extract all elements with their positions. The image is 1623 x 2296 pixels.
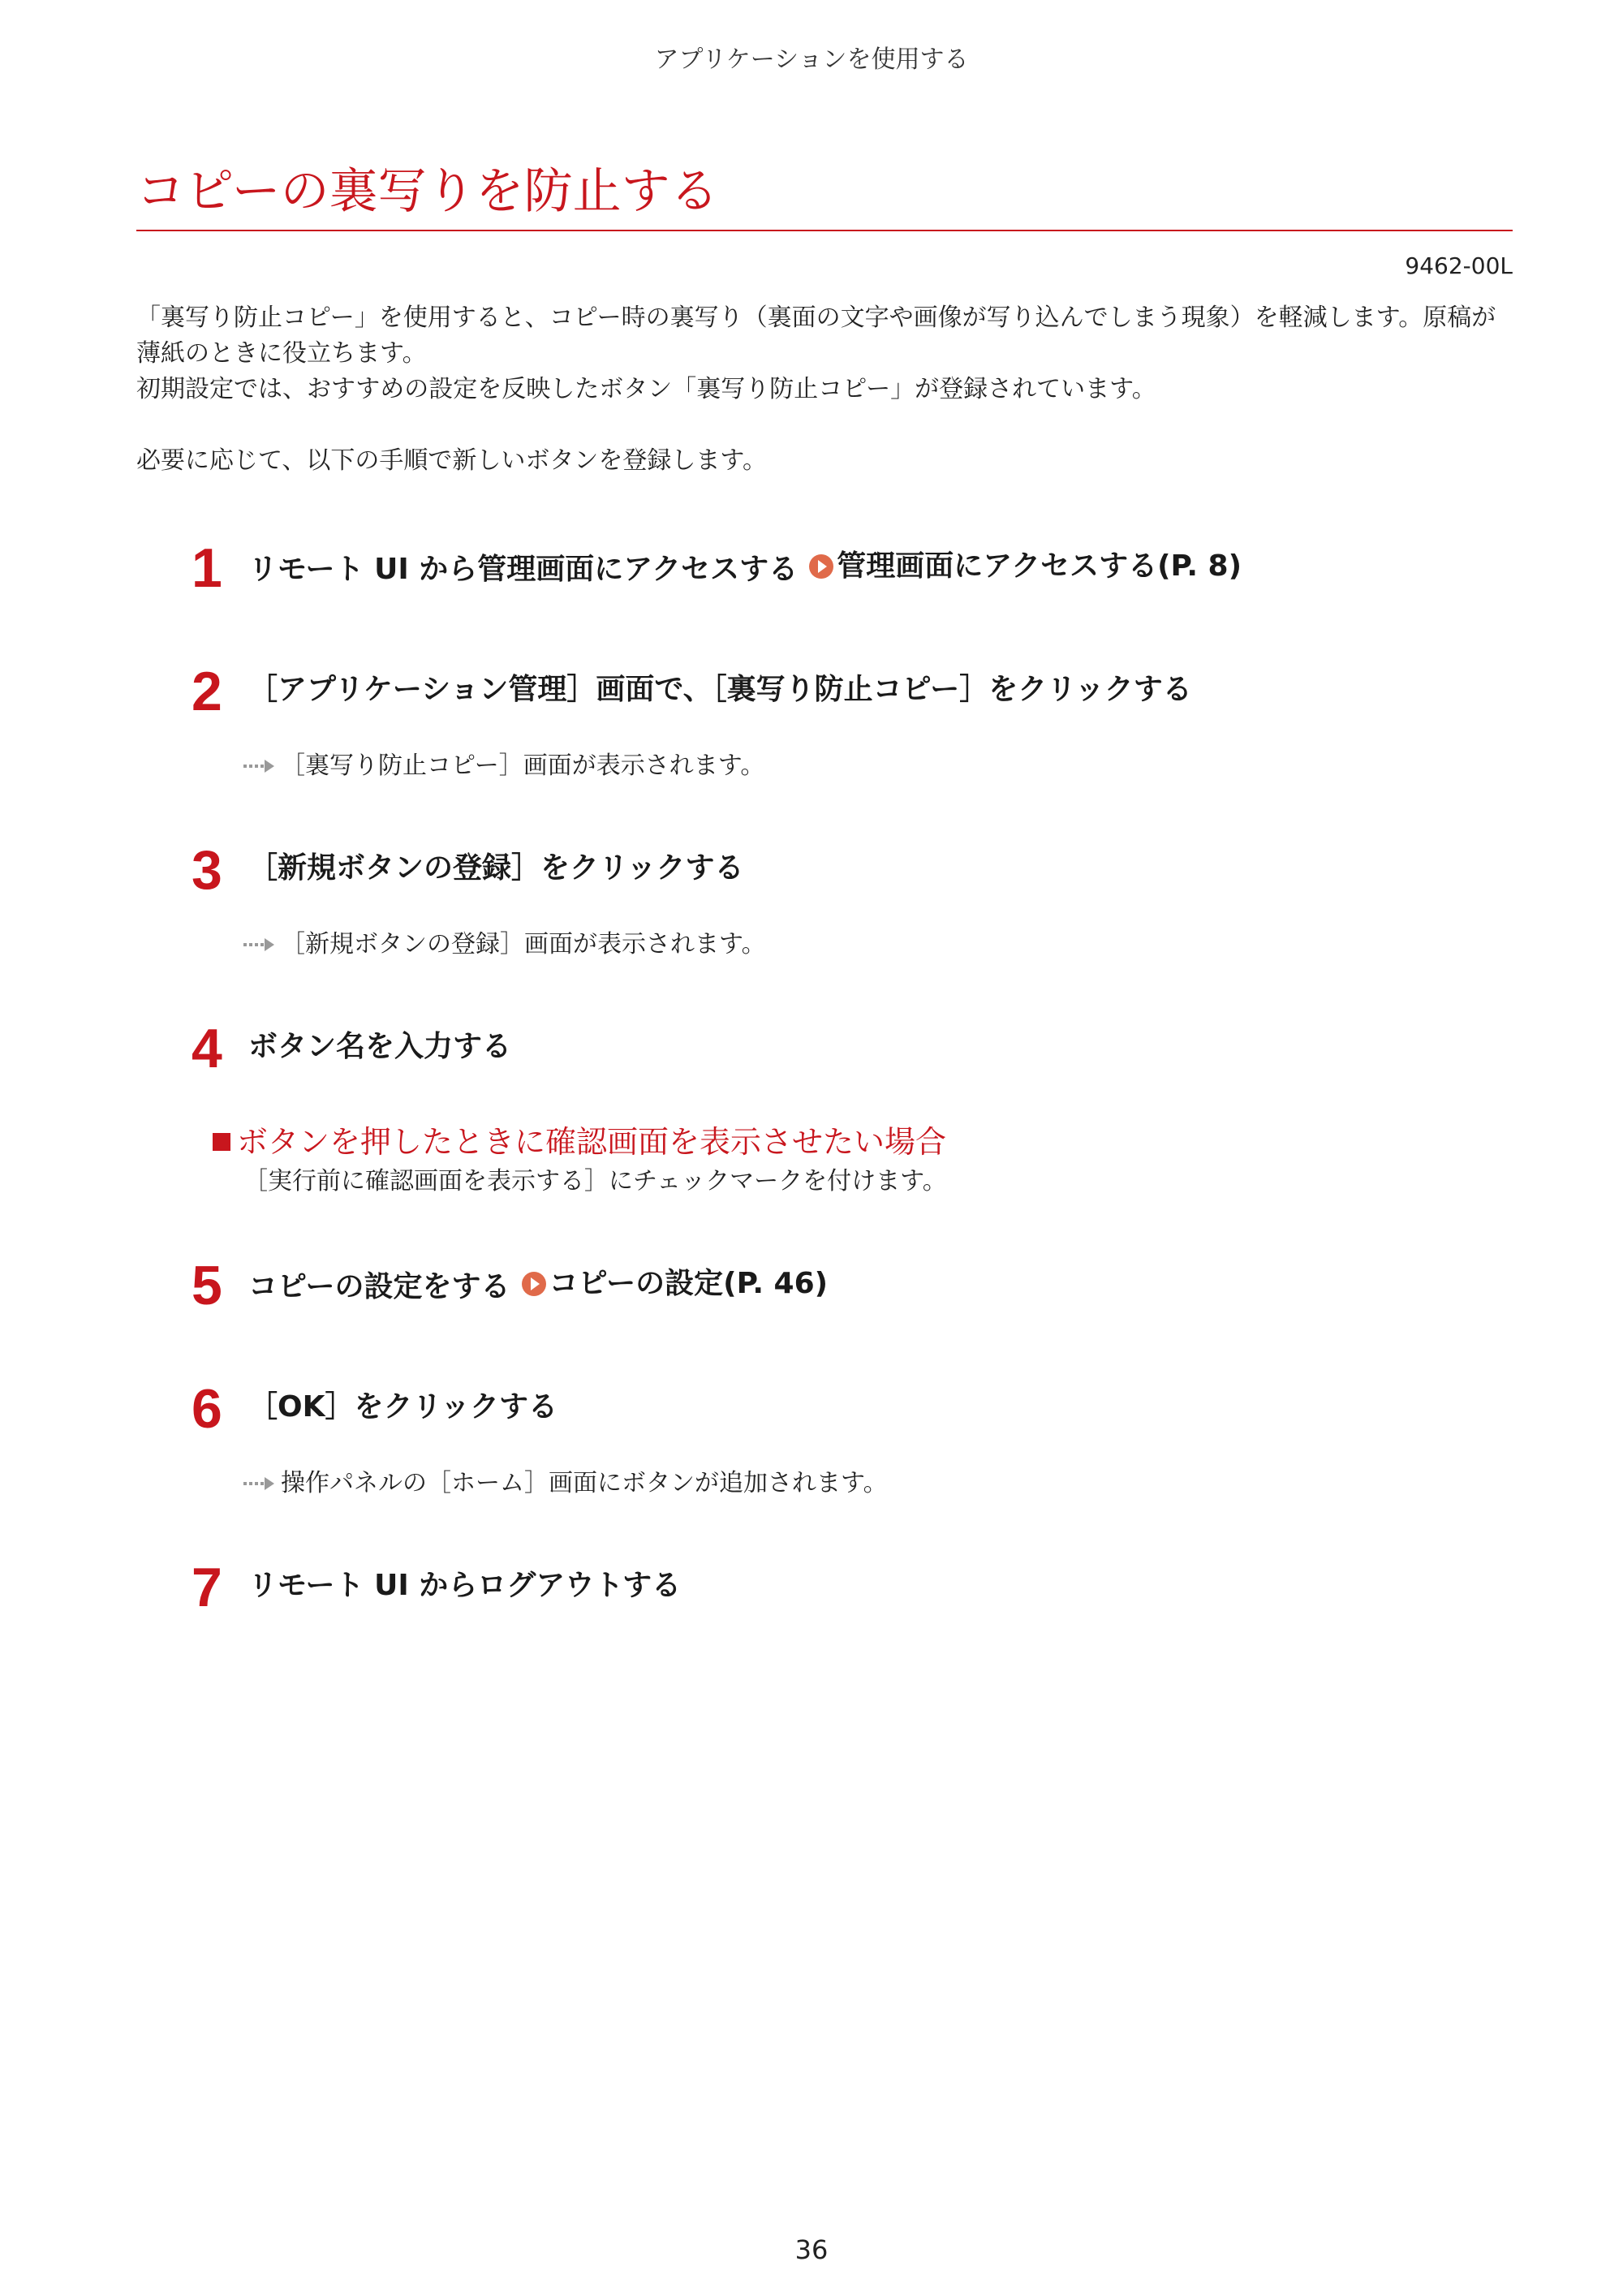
- dotted-arrow-right-icon: [243, 937, 276, 953]
- step-result-3-text: ［新規ボタンの登録］画面が表示されます。: [281, 930, 766, 958]
- step-text-5: コピーの設定をする: [248, 1270, 510, 1303]
- step-4-option-heading: [213, 1120, 946, 1164]
- step-4-option-text: ［実行前に確認画面を表示する］にチェックマークを付けます。: [243, 1167, 947, 1195]
- intro-line-4: 必要に応じて、以下の手順で新しいボタンを登録します。: [136, 446, 767, 475]
- link-admin-access[interactable]: [798, 544, 1242, 589]
- link-copy-settings-label: コピーの設定(P. 46): [549, 1267, 829, 1300]
- intro-line-1: 「裏写り防止コピー」を使用すると、コピー時の裏写り（裏面の文字や画像が写り込んでしまう現象）を軽減します。原稿が: [136, 304, 1496, 332]
- running-header: アプリケーションを使用する: [654, 45, 969, 74]
- step-title-5: [248, 1261, 828, 1310]
- step-number-4: 4: [192, 1018, 222, 1079]
- step-title-7: リモート UI からログアウトする: [248, 1569, 682, 1602]
- step-result-6: [243, 1466, 888, 1501]
- step-title-6: ［OK］をクリックする: [248, 1390, 558, 1424]
- step-text-1: リモート UI から管理画面にアクセスする: [248, 553, 799, 586]
- step-result-6-text: 操作パネルの［ホーム］画面にボタンが追加されます。: [281, 1469, 888, 1497]
- step-number-1: 1: [192, 537, 222, 599]
- page-number: 36: [794, 2234, 829, 2265]
- step-title-4: ボタン名を入力する: [248, 1030, 512, 1063]
- step-number-6: 6: [192, 1378, 222, 1440]
- page-title: コピーの裏写りを防止する: [136, 163, 719, 220]
- step-number-2: 2: [192, 661, 222, 722]
- dotted-arrow-right-icon: [243, 758, 276, 774]
- intro-line-2: 薄紙のときに役立ちます。: [136, 339, 427, 368]
- link-copy-settings[interactable]: [510, 1261, 829, 1307]
- step-number-7: 7: [192, 1557, 222, 1618]
- circle-arrow-right-icon: [809, 554, 833, 579]
- title-divider: [136, 230, 1513, 231]
- step-4-option-heading-text: ボタンを押したときに確認画面を表示させたい場合: [237, 1124, 947, 1160]
- step-number-3: 3: [192, 839, 222, 901]
- step-title-2: ［アプリケーション管理］画面で、［裏写り防止コピー］をクリックする: [248, 673, 1192, 706]
- link-admin-access-label: 管理画面にアクセスする(P. 8): [837, 549, 1242, 583]
- step-result-2: [243, 748, 764, 784]
- circle-arrow-right-icon: [522, 1272, 546, 1296]
- step-title-1: [248, 544, 1242, 592]
- intro-line-3: 初期設定では、おすすめの設定を反映したボタン「裏写り防止コピー」が登録されています。: [136, 375, 1156, 403]
- dotted-arrow-right-icon: [243, 1475, 276, 1492]
- square-bullet-icon: [213, 1133, 230, 1151]
- step-title-3: ［新規ボタンの登録］をクリックする: [248, 851, 744, 885]
- document-id: 9462-00L: [1405, 252, 1513, 279]
- step-result-2-text: ［裏写り防止コピー］画面が表示されます。: [281, 752, 765, 780]
- step-result-3: [243, 927, 766, 963]
- step-number-5: 5: [192, 1255, 222, 1316]
